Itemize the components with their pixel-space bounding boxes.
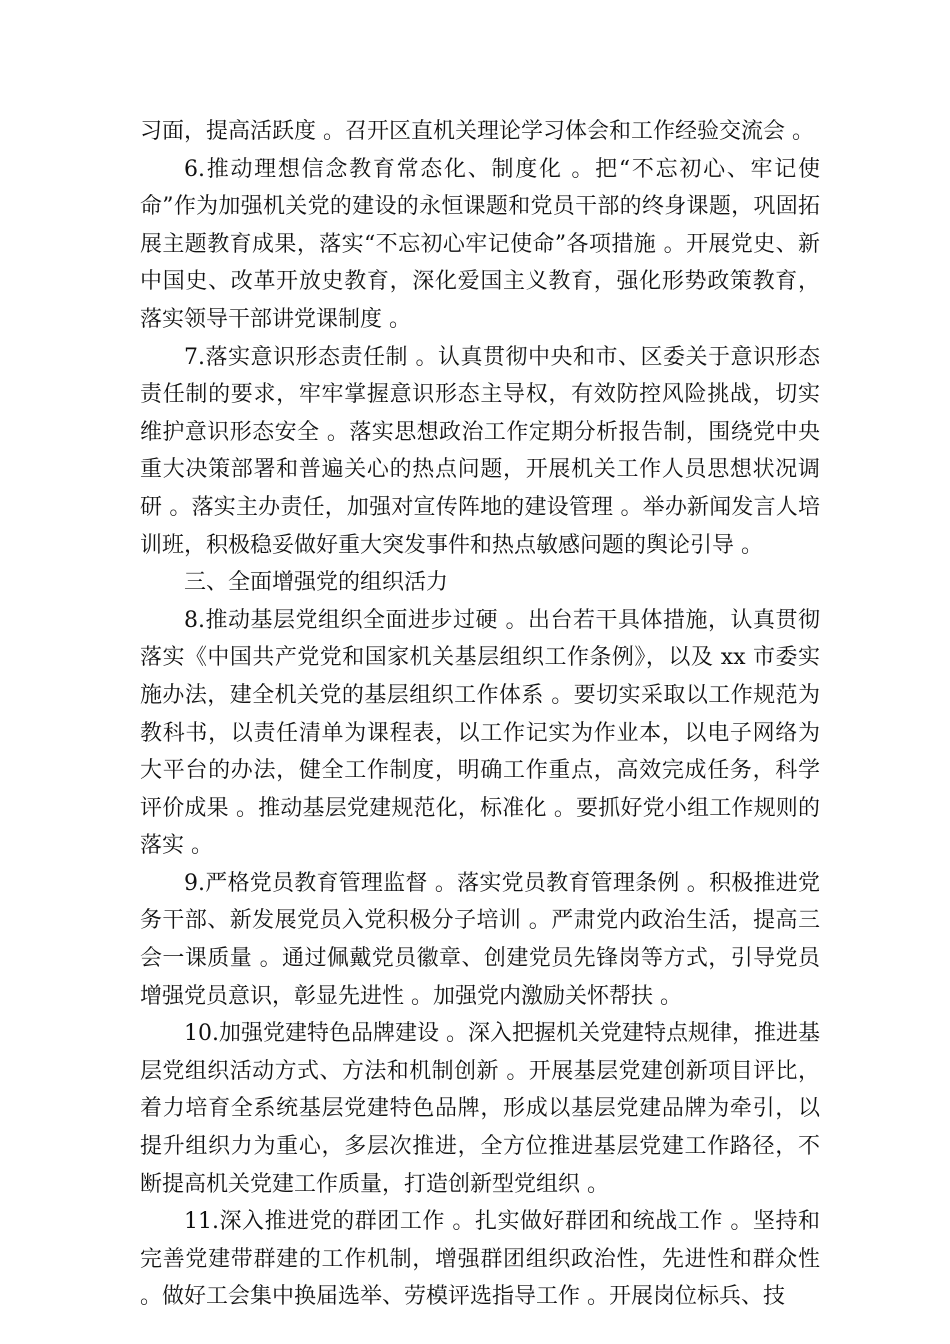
paragraph-item-8: 8.推动基层党组织全面进步过硬 。出台若干具体措施，认真贯彻落实《中国共产党党和国家机关基层组织工作条例》，以及 xx 市委实施办法，建全机关党的基层组织工作体系 。要切实采取以工作规范为教科书，以责任清单为课程表，以工作记实为作业本，以电子网络为大平台的办法，健全工作制度，明确工作重点，高效完成任务，科学评价成果 。推动基层党建规范化，标准化 。要抓好党小组工作规则的落实 。 xyxy=(140,607,820,859)
paragraph-item-9: 9.严格党员教育管理监督 。落实党员教育管理条例 。积极推进党务干部、新发展党员入党积极分子培训 。严肃党内政治生活，提高三会一课质量 。通过佩戴党员徽章、创建党员先锋岗等方式，引导党员增强党员意识，彰显先进性 。加强党内激励关怀帮扶 。 xyxy=(140,870,820,1009)
paragraph-item-6: 6.推动理想信念教育常态化、制度化 。把“不忘初心、牢记使命”作为加强机关党的建设的永恒课题和党员干部的终身课题，巩固拓展主题教育成果，落实“不忘初心牢记使命”各项措施 。开展党史、新中国史、改革开放史教育，深化爱国主义教育，强化形势政策教育，落实领导干部讲党课制度 。 xyxy=(140,156,820,332)
paragraph-continuation: 习面，提高活跃度 。召开区直机关理论学习体会和工作经验交流会 。 xyxy=(140,119,814,144)
paragraph-item-10: 10.加强党建特色品牌建设 。深入把握机关党建特点规律，推进基层党组织活动方式、方法和机制创新 。开展基层党建创新项目评比，着力培育全系统基层党建特色品牌，形成以基层党建品牌为牵引，以提升组织力为重心，多层次推进，全方位推进基层党建工作路径，不断提高机关党建工作质量，打造创新型党组织 。 xyxy=(140,1021,820,1197)
paragraph-item-11: 11.深入推进党的群团工作 。扎实做好群团和统战工作 。坚持和完善党建带群建的工作机制，增强群团组织政治性，先进性和群众性 。做好工会集中换届选举、劳模评选指导工作 。开展岗位标兵、技 xyxy=(140,1209,820,1310)
paragraph-item-7: 7.落实意识形态责任制 。认真贯彻中央和市、区委关于意识形态责任制的要求，牢牢掌握意识形态主导权，有效防控风险挑战，切实维护意识形态安全 。落实思想政治工作定期分析报告制，围绕党中央重大决策部署和普遍关心的热点问题，开展机关工作人员思想状况调研 。落实主办责任，加强对宣传阵地的建设管理 。举办新闻发言人培训班，积极稳妥做好重大突发事件和热点敏感问题的舆论引导 。 xyxy=(140,344,820,558)
section-heading: 三、全面增强党的组织活力 xyxy=(184,570,449,596)
document-body xyxy=(140,113,820,1316)
